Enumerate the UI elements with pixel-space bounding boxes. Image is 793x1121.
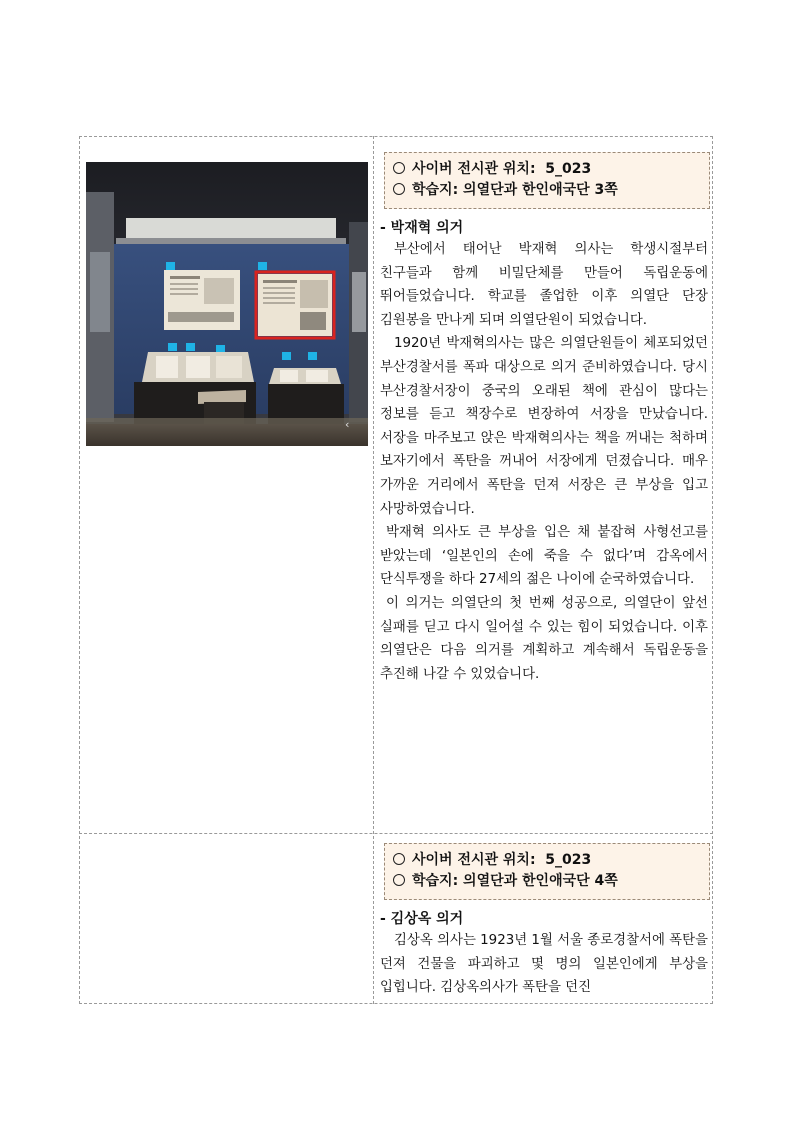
circle-bullet-icon [393, 162, 405, 174]
paragraph: 부산에서 태어난 박재혁 의사는 학생시절부터 친구들과 함께 비밀단체를 만들어 독립운동에 뛰어들었습니다. 학교를 졸업한 이후 의열단 단장 김원봉을 만나게 되며 의열단원이 되었습니다. [380, 242, 708, 328]
info-box-1 [384, 152, 710, 209]
section-2-text [380, 909, 708, 1003]
location-label: 사이버 전시관 위치: [412, 161, 536, 177]
info-study-line [393, 871, 709, 892]
study-label: 학습지: [412, 182, 459, 198]
column-divider [373, 136, 374, 1004]
exhibit-photo [86, 162, 368, 446]
circle-bullet-icon [393, 853, 405, 865]
paragraph: 1920년 박재혁의사는 많은 의열단원들이 체포되었던 부산경찰서를 폭파 대상으로 의거 준비하였습니다. 당시 부산경찰서장이 중국의 오래된 책에 관심이 많다는 정보를 듣고 책장수로 변장하여 서장을 만났습니다. 서장을 마주보고 앉은 박재혁의사는 책을 꺼내는 척하며 보자기에서 폭탄을 꺼내어 서장에게 던졌습니다. 매우 가까운 거리에서 폭탄을 던져 서장은 큰 부상을 입고 사망하였습니다. [380, 336, 708, 517]
paragraph: 박재혁 의사도 큰 부상을 입은 채 붙잡혀 사형선고를 받았는데 ‘일본인의 손에 죽을 수 없다’며 감옥에서 단식투쟁을 하다 27세의 젊은 나이에 순국하였습니다. [380, 525, 708, 588]
circle-bullet-icon [393, 874, 405, 886]
study-value: 의열단과 한인애국단 3쪽 [463, 182, 618, 198]
study-label: 학습지: [412, 873, 459, 889]
info-location-line [393, 850, 709, 871]
info-location-line [393, 159, 709, 180]
svg-text:‹: ‹ [345, 418, 350, 431]
study-value: 의열단과 한인애국단 4쪽 [463, 873, 618, 889]
location-label: 사이버 전시관 위치: [412, 852, 536, 868]
section-heading: - 김상옥 의거 [380, 911, 464, 927]
location-value: 5_023 [545, 161, 592, 177]
paragraph: 이 의거는 의열단의 첫 번째 성공으로, 의열단이 앞선 실패를 딛고 다시 일어설 수 있는 힘이 되었습니다. 이후 의열단은 다음 의거를 계획하고 계속해서 독립운동을 추진해 나갈 수 있었습니다. [380, 595, 708, 682]
section-heading: - 박재혁 의거 [380, 220, 464, 236]
info-study-line [393, 180, 709, 201]
circle-bullet-icon [393, 183, 405, 195]
paragraph: 김상옥 의사는 1923년 1월 서울 종로경찰서에 폭탄을 던져 건물을 파괴하고 몇 명의 일본인에게 부상을 입힙니다. 김상옥의사가 폭탄을 던진 [380, 933, 708, 996]
row-divider [79, 833, 713, 834]
section-1-text [380, 218, 708, 686]
info-box-2 [384, 843, 710, 900]
location-value: 5_023 [545, 852, 592, 868]
